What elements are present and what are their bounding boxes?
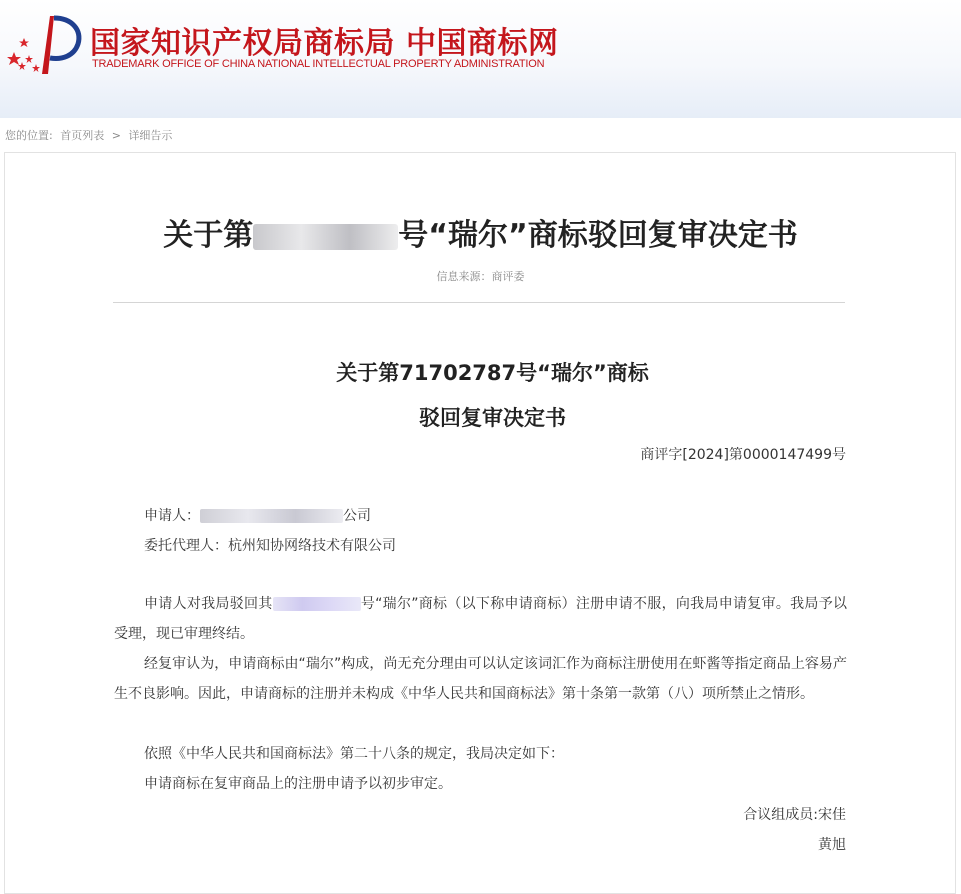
page-title-suffix: 号“瑞尔”商标驳回复审决定书 <box>398 218 798 253</box>
agent-line <box>144 535 396 555</box>
panel-members-line <box>600 804 846 824</box>
paragraph-3: 依照《中华人民共和国商标法》第二十八条的规定，我局决定如下： <box>144 746 564 762</box>
breadcrumb-home-link[interactable]: 首页列表 <box>60 129 105 142</box>
redacted-number <box>253 224 398 250</box>
paragraph-1-suffix: 号“瑞尔”商标（以下称申请商标）注册申请不服，向我局申请复审。我局予以受理，现已审理终结。 <box>114 596 847 642</box>
document-title-line1: 关于第71702787号“瑞尔”商标 <box>336 361 649 385</box>
cnipa-logo-icon[interactable] <box>4 8 84 78</box>
site-header <box>0 0 961 118</box>
applicant-label: 申请人： <box>144 508 200 524</box>
breadcrumb-separator: > <box>111 129 121 142</box>
document-title-line2: 驳回复审决定书 <box>419 406 566 430</box>
panel-member-1: 宋佳 <box>818 807 846 823</box>
panel-member-2: 黄旭 <box>818 837 846 853</box>
site-title: 国家知识产权局商标局 中国商标网 <box>90 26 559 61</box>
applicant-value: 公司 <box>343 508 371 524</box>
breadcrumb-prefix: 您的位置: <box>5 129 53 142</box>
redacted-applicant <box>200 509 343 523</box>
site-subtitle: TRADEMARK OFFICE OF CHINA NATIONAL INTELLECTUAL PROPERTY ADMINISTRATION <box>92 58 545 70</box>
paragraph-1-prefix: 申请人对我局驳回其 <box>144 596 273 612</box>
breadcrumb <box>5 127 176 143</box>
paragraph-2: 经复审认为，申请商标由“瑞尔”构成，尚无充分理由可以认定该词汇作为商标注册使用在虾酱等指定商品上容易产生不良影响。因此，申请商标的注册并未构成《中华人民共和国商标法》第十条第一款第（八）项所禁止之情形。 <box>114 656 847 702</box>
page-title <box>0 210 961 254</box>
notice-source: 信息来源：商评委 <box>436 270 525 283</box>
redacted-application-number <box>273 597 361 611</box>
paragraph-1 <box>114 589 847 649</box>
panel-label: 合议组成员: <box>743 807 818 823</box>
divider <box>113 302 845 303</box>
agent-label: 委托代理人： <box>144 538 228 554</box>
applicant-line <box>144 505 371 525</box>
page-title-prefix: 关于第 <box>163 218 254 253</box>
paragraph-4: 申请商标在复审商品上的注册申请予以初步审定。 <box>144 776 452 792</box>
agent-value: 杭州知协网络技术有限公司 <box>228 538 396 554</box>
reference-number: 商评字[2024]第0000147499号 <box>640 447 846 463</box>
breadcrumb-current: 详细告示 <box>128 129 173 142</box>
